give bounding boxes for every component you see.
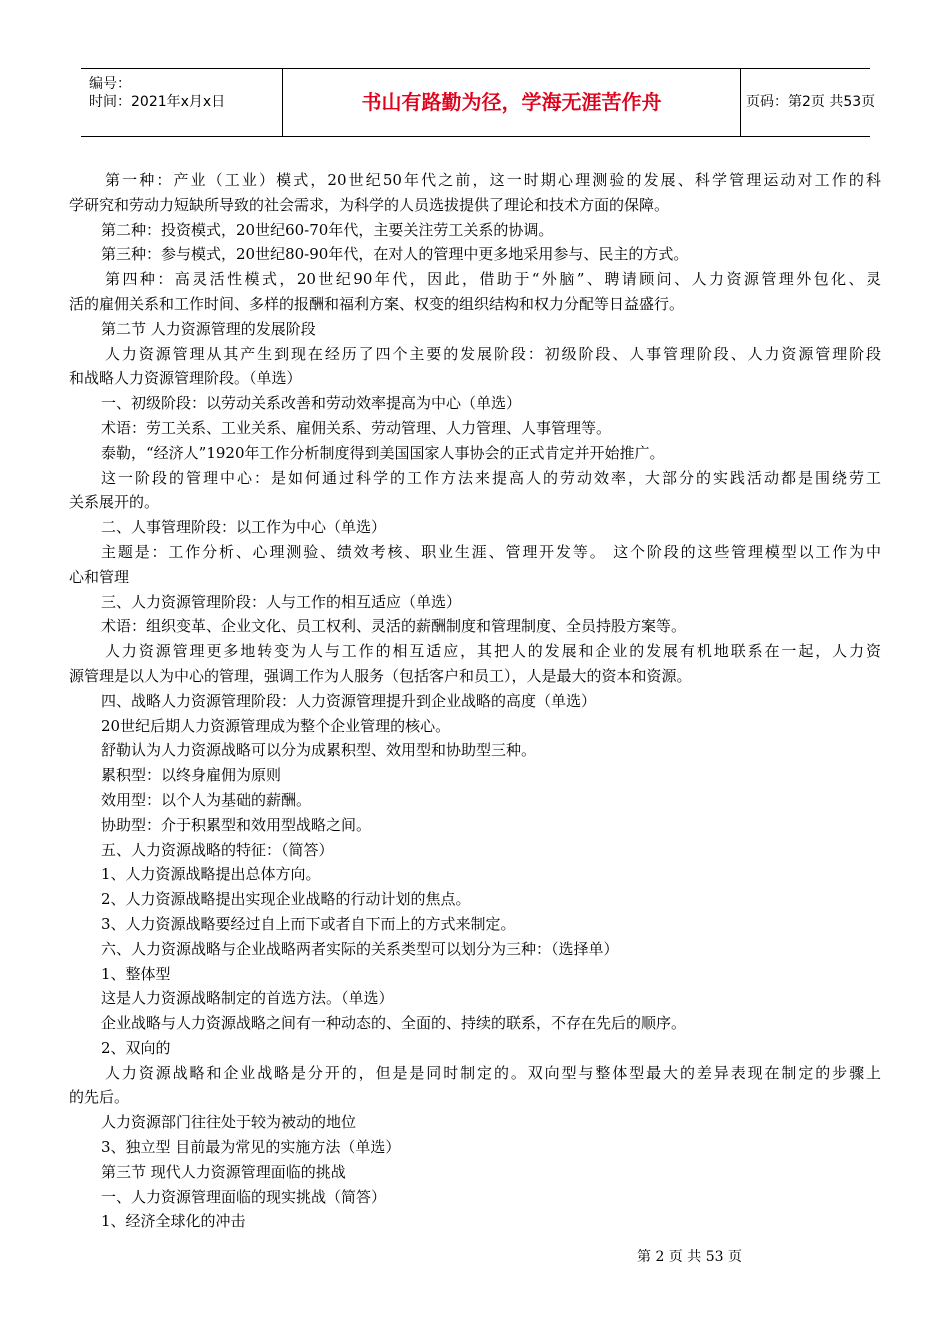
header-motto: 书山有路勤为径，学海无涯苦作舟 (282, 69, 741, 136)
subheading: 二、人事管理阶段：以工作为中心（单选） (101, 518, 387, 537)
text-line: 关系展开的。 (69, 493, 160, 512)
subheading: 六、人力资源战略与企业战略两者实际的关系类型可以划分为三种：（选择单） (101, 939, 619, 958)
code-label: 编号： (89, 76, 131, 92)
text-line: 这是人力资源战略制定的首选方法。（单选） (101, 989, 394, 1008)
text-line: 企业战略与人力资源战略之间有一种动态的、全面的、持续的联系，不存在先后的顺序。 (101, 1014, 687, 1033)
text-line: 术语：组织变革、企业文化、员工权利、灵活的薪酬制度和管理制度、全员持股方案等。 (101, 617, 687, 636)
text-line: 第一种：产业（工业）模式，20世纪50年代之前，这一时期心理测验的发展、科学管理运动对工作的科 (105, 171, 881, 189)
text-line: 20世纪后期人力资源管理成为整个企业管理的核心。 (101, 716, 451, 735)
text-line: 主题是：工作分析、心理测验、绩效考核、职业生涯、管理开发等。 这个阶段的这些管理模型以工作为中 (101, 542, 881, 561)
text-line: 第三种：参与模式，20世纪80-90年代，在对人的管理中更多地采用参与、民主的方式。 (101, 245, 689, 264)
text-line: 人力资源管理从其产生到现在经历了四个主要的发展阶段：初级阶段、人事管理阶段、人力资源管理阶段 (105, 344, 881, 363)
text-line: 学研究和劳动力短缺所导致的社会需求，为科学的人员选拔提供了理论和技术方面的保障。 (69, 195, 670, 214)
subheading: 三、人力资源管理阶段：人与工作的相互适应（单选） (101, 592, 462, 611)
section-heading: 第二节 人力资源管理的发展阶段 (101, 319, 316, 338)
text-line: 术语：劳工关系、工业关系、雇佣关系、劳动管理、人力管理、人事管理等。 (101, 418, 612, 437)
text-line: 第二种：投资模式，20世纪60-70年代，主要关注劳工关系的协调。 (101, 220, 554, 239)
text-line: 这一阶段的管理中心：是如何通过科学的工作方法来提高人的劳动效率，大部分的实践活动都是围绕劳工 (101, 468, 881, 487)
subheading: 五、人力资源战略的特征：（简答） (101, 840, 334, 859)
time-label: 时间：2021年x月x日 (89, 94, 226, 110)
text-line: 活的雇佣关系和工作时间、多样的报酬和福利方案、权变的组织结构和权力分配等日益盛行。 (69, 294, 685, 313)
section-heading: 第三节 现代人力资源管理面临的挑战 (101, 1162, 346, 1181)
subheading: 四、战略人力资源管理阶段：人力资源管理提升到企业战略的高度（单选） (101, 691, 597, 710)
text-line: 2、人力资源战略提出实现企业战略的行动计划的焦点。 (101, 890, 471, 909)
text-line: 和战略人力资源管理阶段。（单选） (69, 369, 302, 388)
text-line: 舒勒认为人力资源战略可以分为成累积型、效用型和协助型三种。 (101, 741, 537, 760)
page-footer: 第 2 页 共 53 页 (637, 1249, 742, 1265)
text-line: 人力资源战略和企业战略是分开的，但是是同时制定的。双向型与整体型最大的差异表现在制定的步骤上 (105, 1063, 881, 1082)
text-line: 的先后。 (69, 1088, 130, 1107)
text-line: 人力资源管理更多地转变为人与工作的相互适应，其把人的发展和企业的发展有机地联系在一起，人力资 (105, 642, 881, 661)
text-line: 源管理是以人为中心的管理，强调工作为人服务（包括客户和员工），人是最大的资本和资源。 (69, 666, 692, 685)
page-header (81, 68, 876, 137)
text-line: 泰勒，“经济人”1920年工作分析制度得到美国国家人事协会的正式肯定并开始推广。 (101, 443, 665, 462)
text-line: 人力资源部门往往处于较为被动的地位 (101, 1113, 357, 1132)
subheading: 一、初级阶段：以劳动关系改善和劳动效率提高为中心（单选） (101, 394, 522, 413)
text-line: 2、双向的 (101, 1038, 171, 1057)
text-line: 1、经济全球化的冲击 (101, 1212, 246, 1231)
text-line: 1、人力资源战略提出总体方向。 (101, 865, 321, 884)
subheading: 一、人力资源管理面临的现实挑战（简答） (101, 1187, 387, 1206)
text-line: 1、整体型 (101, 964, 171, 983)
text-line: 效用型：以个人为基础的薪酬。 (101, 790, 312, 809)
header-left-cell (81, 69, 282, 136)
text-line: 心和管理 (69, 567, 130, 586)
text-line: 累积型：以终身雇佣为原则 (101, 766, 282, 785)
text-line: 第四种：高灵活性模式，20世纪90年代，因此，借助于“外脑”、聘请顾问、人力资源管理外包化、灵 (105, 270, 881, 289)
text-line: 3、人力资源战略要经过自上而下或者自下而上的方式来制定。 (101, 914, 516, 933)
header-page-info: 页码：第2页 共53页 (746, 94, 876, 110)
text-line: 3、独立型 目前最为常见的实施方法（单选） (101, 1138, 401, 1157)
document-body (69, 168, 881, 1234)
text-line: 协助型：介于积累型和效用型战略之间。 (101, 815, 372, 834)
